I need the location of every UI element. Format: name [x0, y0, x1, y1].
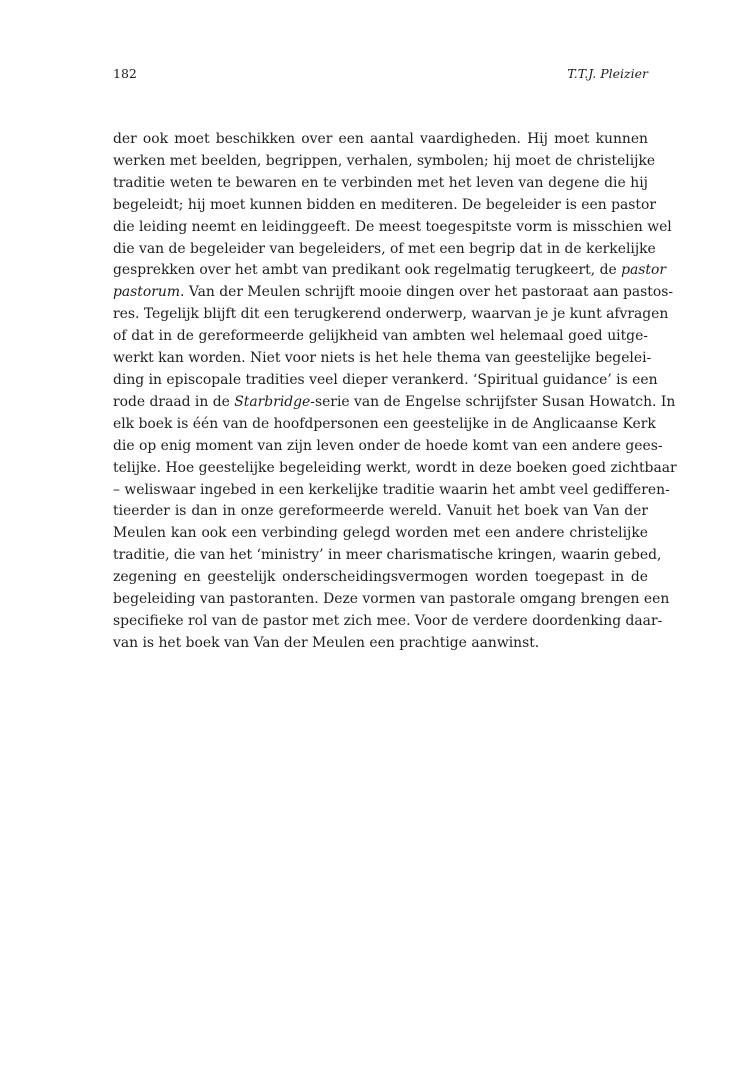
text-run: zegening en geestelijk onderscheidingsvermogen worden toegepast in de: [113, 569, 648, 586]
running-header: [113, 65, 648, 83]
text-line: [113, 260, 666, 282]
text-line: [113, 392, 676, 414]
text-run: gesprekken over het ambt van predikant ook regelmatig terugkeert, de: [113, 262, 622, 279]
text-run: tieerder is dan in onze gereformeerde wereld. Vanuit het boek van Van der: [113, 503, 648, 520]
text-line: [113, 195, 656, 217]
text-run: Meulen kan ook een verbinding gelegd worden met een andere christelijke: [113, 525, 648, 542]
text-line: [113, 545, 662, 567]
text-line: [113, 458, 677, 480]
text-line: [113, 129, 648, 151]
text-line: [113, 173, 648, 195]
text-run: specifieke rol van de pastor met zich mee. Voor de verdere doordenking daar-: [113, 612, 663, 629]
italic-text: Starbridge: [234, 393, 311, 410]
text-run: of dat in de gereformeerde gelijkheid van ambten wel helemaal goed uitge-: [113, 328, 648, 345]
text-line: [113, 436, 663, 458]
page-number: 182: [113, 66, 137, 81]
text-line: [113, 611, 663, 633]
text-run: werkt kan worden. Niet voor niets is het hele thema van geestelijke begelei-: [113, 350, 652, 367]
text-run: begeleidt; hij moet kunnen bidden en mediteren. De begeleider is een pastor: [113, 196, 656, 213]
text-line: [113, 567, 648, 589]
text-line: [113, 304, 669, 326]
text-run: rode draad in de: [113, 393, 235, 410]
text-run: elk boek is één van de hoofdpersonen een geestelijke in de Anglicaanse Kerk: [113, 415, 656, 432]
text-line: [113, 370, 658, 392]
text-line: [113, 326, 648, 348]
italic-text: pastor: [621, 262, 666, 279]
text-line: [113, 151, 656, 173]
body-paragraph: [113, 129, 677, 655]
text-run: die van de begeleider van begeleiders, of met een begrip dat in de kerkelijke: [113, 240, 656, 257]
text-run: . Van der Meulen schrijft mooie dingen over het pastoraat aan pastos-: [180, 284, 674, 301]
text-line: [113, 633, 648, 655]
text-run: van is het boek van Van der Meulen een prachtige aanwinst.: [113, 634, 540, 651]
text-run: der ook moet beschikken over een aantal vaardigheden. Hij moet kunnen: [113, 131, 648, 147]
text-run: die leiding neemt en leidinggeeft. De meest toegespitste vorm is misschien wel: [113, 218, 672, 235]
text-line: [113, 217, 672, 239]
text-line: [113, 501, 648, 523]
text-run: -serie van de Engelse schrijfster Susan Howatch. In: [310, 393, 676, 410]
text-run: res. Tegelijk blijft dit een terugkerend onderwerp, waarvan je je kunt afvragen: [113, 306, 669, 323]
italic-text: pastorum: [113, 284, 181, 301]
text-line: [113, 523, 648, 545]
text-run: traditie, die van het ‘ministry’ in meer charismatische kringen, waarin gebed,: [113, 547, 662, 564]
text-line: [113, 282, 674, 304]
text-line: [113, 348, 652, 370]
text-run: werken met beelden, begrippen, verhalen, symbolen; hij moet de christelijke: [113, 152, 656, 169]
text-line: [113, 414, 656, 436]
text-run: – weliswaar ingebed in een kerkelijke traditie waarin het ambt veel gedifferen-: [113, 481, 670, 498]
text-run: die op enig moment van zijn leven onder de hoede komt van een andere gees-: [113, 437, 663, 454]
text-line: [113, 239, 656, 261]
text-run: begeleiding van pastoranten. Deze vormen van pastorale omgang brengen een: [113, 591, 670, 608]
text-run: ding in episcopale tradities veel dieper verankerd. ‘Spiritual guidance’ is een: [113, 371, 658, 388]
text-line: [113, 589, 670, 611]
text-run: traditie weten te bewaren en te verbinden met het leven van degene die hij: [113, 174, 648, 191]
text-run: telijke. Hoe geestelijke begeleiding werkt, wordt in deze boeken goed zichtbaar: [113, 459, 677, 476]
running-author: T.T.J. Pleizier: [567, 66, 648, 81]
text-line: [113, 480, 670, 502]
